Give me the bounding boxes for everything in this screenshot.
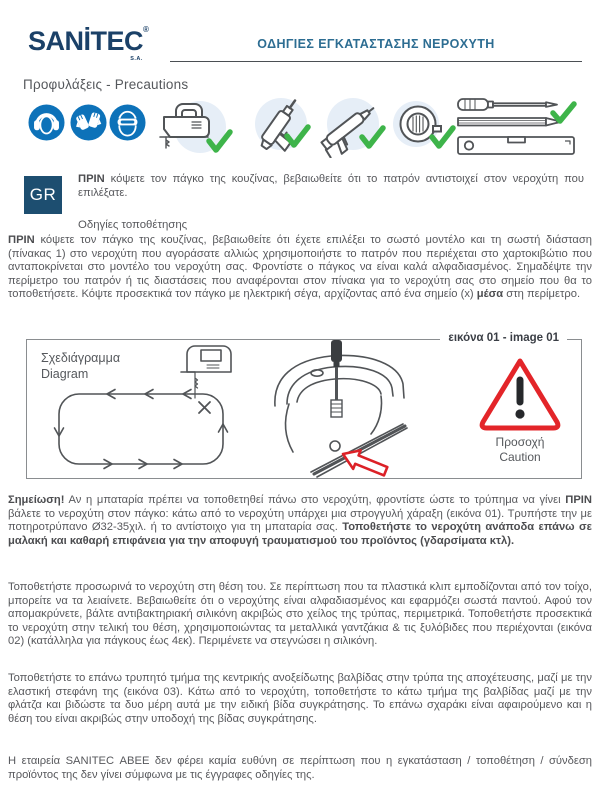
precautions-heading: Προφυλάξεις - Precautions bbox=[23, 77, 189, 92]
page-title: ΟΔΗΓΙΕΣ ΕΓΚΑΤΑΣΤΑΣΗΣ ΝΕΡΟΧΥΤΗ bbox=[257, 37, 495, 51]
caution-block bbox=[457, 354, 583, 465]
header-divider bbox=[170, 61, 582, 62]
logo-text: SANİTEC bbox=[28, 26, 144, 56]
cut-start-x-mark bbox=[199, 402, 210, 413]
bold-warning-sentence: Τοποθετήστε το νεροχύτη ανάποδα επάνω σε μαλακή και καθαρή επιφάνεια για την αποφυγή τραυματισμού του προϊόντος (γδαρσίματα κτλ). bbox=[8, 521, 592, 547]
figure-01 bbox=[26, 332, 582, 479]
bold-keyword: ΠΡΙΝ bbox=[565, 494, 592, 506]
screw-hole bbox=[330, 441, 340, 451]
gloves-icon bbox=[70, 104, 107, 141]
installation-subheading: Οδηγίες τοποθέτησης bbox=[78, 219, 188, 231]
bold-keyword: Σημείωση! bbox=[8, 494, 65, 506]
marking-tools-icons bbox=[456, 96, 580, 158]
installation-paragraph-1: ΠΡΙΝ κόψετε τον πάγκο της κουζίνας, βεβαιωθείτε ότι έχετε επιλέξει το σωστό μοντέλο και τη σωστή διάσταση (πίνακας 1) στο νεροχύτη που αγοράσατε αλλιώς χρησιμοποιήστε το πατρόν που περιέχεται στο χαρτοκιβώτιο που ανταποκρίνεται στο μοντέλο του νεροχύτη σας. Φροντίστε ο πάγκος να είναι καλά αλφαδιασμένος. Σημαδέψτε την περίμετρο του πατρόν ή τις διαστάσεις που αναφέρονται στον πίνακα για το νεροχύτη σας στο σημείο που θα το τοποθετήσετε. Κόψτε προσεκτικά τον πάγκο με ηλεκτρική σέγα, αρχίζοντας από ένα σημείο (x) μέσα στη περίμετρο. bbox=[8, 234, 592, 301]
bold-keyword: ΠΡΙΝ bbox=[8, 234, 35, 246]
sanitec-logo bbox=[28, 25, 149, 62]
screwdriver-icon bbox=[458, 99, 557, 110]
installation-paragraph-3: Τοποθετήστε προσωρινά το νεροχύτη στη θέση του. Σε περίπτωση που τα πλαστικά κλιπ εμποδίζονται από τον τοίχο, μπορείτε να τα λειαίνετε. Βεβαιωθείτε ότι ο νεροχύτης είναι αλφαδιασμένος και εφαρμόζει σωστά παντού. Αφού τον απομακρύνετε, βάλτε αντιβακτηριακή σιλικόνη ακριβώς στο χείλος της τρύπας, περιμετρικά. Τοποθετήστε προσεκτικά το νεροχύτη στην τελική του θέση, χρησιμοποιώντας τα μεταλλικά γαντζάκια & τις ξυλόβιδες που περιέχονται (εικόνα 02) (κατάλληλα για πάγκους έως 4εκ). Περιμένετε να στεγνώσει η σιλικόνη. bbox=[8, 581, 592, 648]
check-icon bbox=[553, 104, 574, 121]
bold-keyword: ΠΡΙΝ bbox=[78, 173, 105, 185]
spirit-level-icon bbox=[458, 137, 574, 154]
caution-triangle-icon bbox=[475, 354, 565, 432]
pencil-icon bbox=[458, 118, 561, 126]
sink-clip-installation-illustration bbox=[253, 340, 413, 478]
bold-keyword: μέσα bbox=[476, 288, 504, 301]
caulk-gun-icon bbox=[316, 96, 392, 158]
cut-path-diagram bbox=[37, 344, 247, 474]
disclaimer-paragraph: Η εταιρεία SANITEC ΑΒΕΕ δεν φέρει καμία ευθύνη σε περίπτωση που η εγκατάσταση / τοποθέτηση / σύνδεση προϊόντος της δεν γίνει σύμφωνα με τις έγγραφες οδηγίες της. bbox=[8, 755, 592, 781]
diagram-label: Σχεδιάγραμμα Diagram bbox=[41, 351, 121, 381]
face-shield-icon bbox=[109, 104, 146, 141]
gr-intro-paragraph: ΠΡΙΝ κόψετε τον πάγκο της κουζίνας, βεβαιωθείτε ότι το πατρόν αντιστοιχεί στον νεροχύτη που επιλέξατε. bbox=[78, 173, 584, 199]
registered-mark: ® bbox=[143, 25, 149, 34]
figure-caption: εικόνα 01 - image 01 bbox=[440, 332, 567, 344]
red-arrow-icon bbox=[339, 445, 389, 478]
tape-measure-icon bbox=[388, 98, 456, 158]
installation-paragraph-4: Τοποθετήστε το επάνω τρυπητό τμήμα της κεντρικής ανοξείδωτης βαλβίδας στην τρύπα της αποχέτευσης, μαζί με την ελαστική στεφάνη της (εικόνα 03). Κάτω από το νεροχύτη, τοποθετήστε το κάτω τμήμα της βαλβίδας μαζί με την φλάτζα και βιδώστε τα δυο μέρη αυτά με την ειδική βίδα συγκράτησης. Το επάνω σχαράκι είναι αφαιρούμενο και η θέση του είναι ακριβώς στην υποδοχή της βίδας συγκράτησης. bbox=[8, 672, 592, 725]
ear-protection-icon bbox=[28, 104, 65, 141]
logo-sa-suffix: S.A. bbox=[130, 55, 143, 62]
language-badge-gr: GR bbox=[24, 176, 62, 214]
jigsaw-icon bbox=[152, 98, 236, 156]
note-paragraph: Σημείωση! Αν η μπαταρία πρέπει να τοποθετηθεί πάνω στο νεροχύτη, φροντίστε ώστε το τρύπημα να γίνει ΠΡΙΝ βάλετε το νεροχύτη στον πάγκο: κάτω από το νεροχύτη υπάρχει μια στρογγυλή χάραξη (εικόνα 01). Τρυπήστε την με ποτηροτρύπανο Ø32-35χιλ. ή το αντίστοιχο για τη μπαταρία σας. Τοποθετήστε το νεροχύτη ανάποδα επάνω σε μαλακή και καθαρή επιφάνεια για την αποφυγή τραυματισμού του προϊόντος (γδαρσίματα κτλ). bbox=[8, 494, 592, 547]
caution-labels: Προσοχή Caution bbox=[495, 435, 545, 464]
drill-icon bbox=[243, 96, 317, 158]
